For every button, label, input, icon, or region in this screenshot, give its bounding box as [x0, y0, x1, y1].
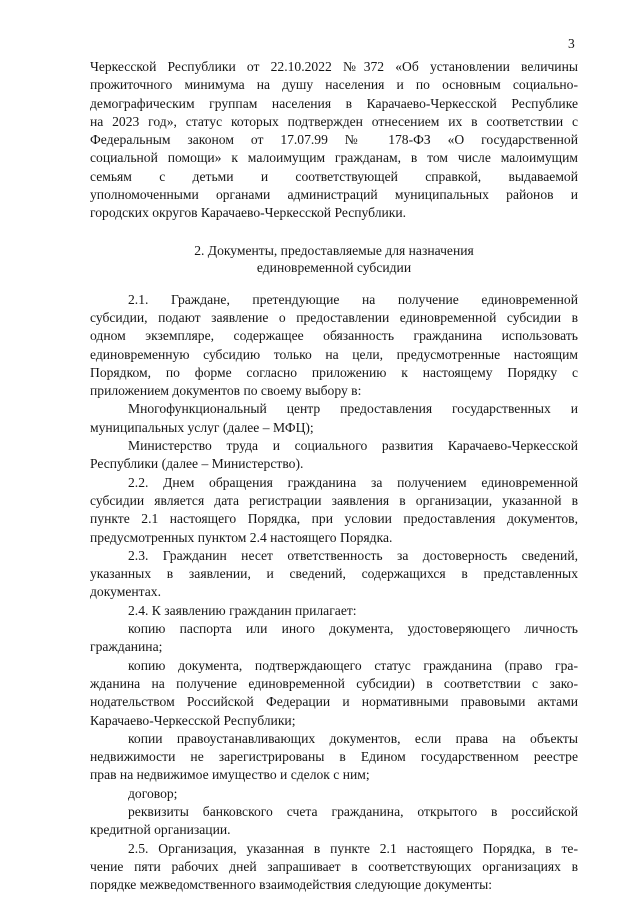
- text-line: прожиточного минимума на душу населения и по основным социально-: [90, 77, 578, 93]
- text-line: приложением документов по своему выбору в:: [90, 383, 362, 399]
- text-line: порядке межведомственного взаимодействия следующие документы:: [90, 877, 493, 893]
- paragraph-p-ministry: [90, 437, 578, 474]
- text-line: недвижимости не зарегистрированы в Едином государственном реестре: [90, 749, 578, 765]
- text-line: 2.5. Организация, указанная в пункте 2.1 настоящего Порядка, в те-: [128, 840, 578, 856]
- document-body: [90, 58, 578, 894]
- section-paragraphs: [90, 291, 578, 895]
- text-line: на 2023 год», статус которых подтвержден отнесением их в соответствии с: [90, 113, 578, 129]
- text-line: субсидии является дата регистрации заявления в организации, указанной в: [90, 492, 578, 508]
- text-line: Карачаево-Черкесской Республики;: [90, 712, 296, 728]
- text-line: уполномоченными органами администраций муниципальных районов и: [90, 187, 578, 203]
- paragraph-p2-1: [90, 291, 578, 401]
- text-line: одном экземпляре, содержащее обязанность гражданина использовать: [90, 328, 578, 344]
- paragraph-p-mfc: [90, 400, 578, 437]
- text-line: прав на недвижимое имущество и сделок с ним;: [90, 767, 370, 783]
- text-line: Федеральным законом от 17.07.99 № 178-ФЗ «О государственной: [90, 132, 578, 148]
- text-line: муниципальных услуг (далее – МФЦ);: [90, 419, 314, 435]
- text-line: копию паспорта или иного документа, удостоверяющего личность: [128, 621, 578, 637]
- text-line: чение пяти рабочих дней запрашивает в соответствующих организациях в: [90, 858, 578, 874]
- paragraph-p-status: [90, 657, 578, 730]
- text-line: семьям с детьми и соответствующей справкой, выдаваемой: [90, 168, 578, 184]
- section-heading-line-2: единовременной субсидии: [256, 260, 412, 276]
- text-line: копии правоустанавливающих документов, если права на объекты: [128, 730, 578, 746]
- section-heading-line-1: 2. Документы, предоставляемые для назначения: [194, 242, 474, 258]
- paragraph-p-property: [90, 730, 578, 785]
- text-line: пункте 2.1 настоящего Порядка, при условии предоставления документов,: [90, 511, 578, 527]
- text-line: 2.1. Граждане, претендующие на получение единовременной: [128, 291, 578, 307]
- text-line: 2.3. Гражданин несет ответственность за достоверность сведений,: [128, 547, 578, 563]
- paragraph-p-contract: [90, 785, 578, 803]
- paragraph-p2-5: [90, 840, 578, 895]
- text-line: Республики (далее – Министерство).: [90, 456, 304, 472]
- text-line: городских округов Карачаево-Черкесской Республики.: [90, 205, 407, 221]
- text-line: гражданина;: [90, 639, 163, 655]
- text-line: демографическим группам населения в Карачаево-Черкесской Республике: [90, 95, 578, 111]
- paragraph-p-passport: [90, 620, 578, 657]
- paragraph-p-bank: [90, 803, 578, 840]
- text-line: нодательством Российской Федерации и нормативными правовыми актами: [90, 694, 578, 710]
- text-line: договор;: [128, 785, 178, 801]
- text-line: предусмотренных пунктом 2.4 настоящего Порядка.: [90, 529, 393, 545]
- text-line: Многофункциональный центр предоставления государственных и: [128, 401, 578, 417]
- text-line: 2.2. Днем обращения гражданина за получением единовременной: [128, 474, 578, 490]
- text-line: указанных в заявлении, и сведений, содержащихся в представленных: [90, 566, 578, 582]
- text-line: Порядком, по форме согласно приложению к настоящему Порядку с: [90, 364, 578, 380]
- text-line: Министерство труда и социального развития Карачаево-Черкесской: [128, 438, 578, 454]
- text-line: документах.: [90, 584, 161, 600]
- text-line: 2.4. К заявлению гражданин прилагает:: [128, 602, 357, 618]
- paragraph-p2-2: [90, 474, 578, 547]
- text-line: копию документа, подтверждающего статус гражданина (право гра-: [128, 657, 578, 673]
- text-line: социальной помощи» к малоимущим гражданам, в том числе малоимущим: [90, 150, 578, 166]
- section-heading: [90, 242, 578, 277]
- paragraph-p2-4: [90, 602, 578, 620]
- text-line: жданина на получение единовременной субсидии) в соответствии с зако-: [90, 675, 578, 691]
- intro-paragraph: [90, 58, 578, 223]
- text-line: Черкесской Республики от 22.10.2022 №372 «Об установлении величины: [90, 59, 578, 74]
- text-line: единовременную субсидию только на цели, предусмотренные настоящим: [90, 346, 578, 362]
- text-line: кредитной организации.: [90, 822, 231, 838]
- paragraph-p2-3: [90, 547, 578, 602]
- text-line: реквизиты банковского счета гражданина, открытого в российской: [128, 803, 578, 819]
- page-number: 3: [568, 36, 575, 51]
- text-line: субсидии, подают заявление о предоставлении единовременной субсидии в: [90, 309, 578, 325]
